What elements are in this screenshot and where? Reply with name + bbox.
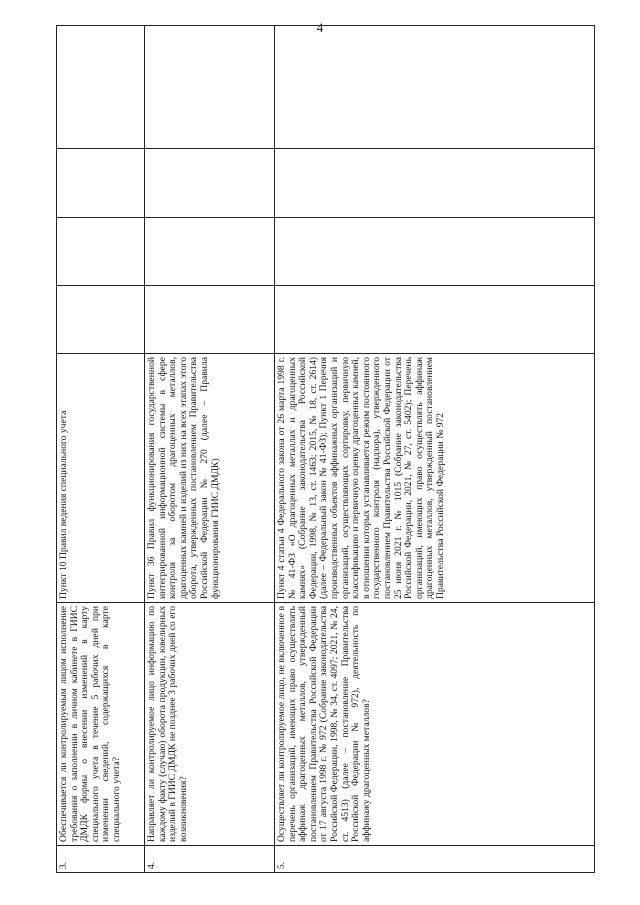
answer-cell-no: [145, 218, 275, 286]
note-cell: [145, 26, 275, 149]
answer-cell-no: [57, 218, 145, 286]
answer-cell-yes: [57, 286, 145, 354]
answer-cell-not-applicable: [57, 149, 145, 218]
reference-cell: Пункт 10 Правил ведения специального учета: [57, 354, 145, 603]
row-number: 3.: [57, 846, 145, 873]
page-number: 4: [316, 20, 324, 35]
row-number: 4.: [145, 846, 275, 873]
checklist-table: [56, 25, 595, 873]
question-cell: Направляет ли контролируемое лицо информацию по каждому факту (случаю) оборота продукции, ювелирных изделий в ГИИС ДМДК не позднее 3 рабочих дней со его возникновения?: [145, 603, 275, 846]
table-row: [145, 26, 275, 873]
answer-cell-not-applicable: [145, 149, 275, 218]
answer-cell-not-applicable: [275, 149, 595, 218]
question-cell: Осуществляет ли контролируемое лицо, не включенное в перечень организаций, имеющих право осуществлять аффинаж драгоценных металлов, утвержденный постановлением Правительства Российской Федерации от 17 августа 1998 г. № 972 (Собрание законодательства Российской Федерации, 1998, № 34, ст. 4097; 2021, № 24, ст. 4513) (далее – постановление Правительства Российской Федерации № 972), деятельность по аффинажу драгоценных металлов?: [275, 603, 595, 846]
note-cell: [275, 26, 595, 149]
answer-cell-no: [275, 218, 595, 286]
reference-cell: Пункт 4 статьи 4 Федерального закона от 26 марта 1998 г. № 41-ФЗ «О драгоценных металлах и драгоценных камнях» (Собрание законодательства Российской Федерации, 1998, № 13, ст. 1463; 2015, № 18, ст. 2614) (далее – Федеральный закон № 41-ФЗ); Пункт 1 Перечня производственных объектов аффинажных организаций и организаций, осуществляющих сортировку, первичную классификацию и первичную оценку драгоценных камней, в отношении которых устанавливается режим постоянного государственного контроля (надзора), утвержденного постановлением Правительства Российской Федерации от 25 июня 2021 г. № 1015 (Собрание законодательства Российской Федерации, 2021, № 27, ст. 5402); Перечень организаций, имеющих право осуществлять аффинаж драгоценных металлов, утвержденный постановлением Правительства Российской Федерации № 972: [275, 354, 595, 603]
checklist-table-wrapper: [56, 26, 594, 873]
answer-cell-yes: [145, 286, 275, 354]
question-cell: Обеспечивается ли контролируемым лицом исполнение требования о заполнении в личном кабинете в ГИИС ДМДК формы о внесении изменений в карту специального учета в течение 5 рабочих дней при изменении сведений, содержащихся в карте специального учета?: [57, 603, 145, 846]
reference-cell: Пункт 36 Правил функционирования государственной интегрированной информационной системы в сфере контроля за оборотом драгоценных металлов, драгоценных камней и изделий из них на всех этапах этого оборота, утвержденных постановлением Правительства Российской Федерации № 270 (далее – Правила функционирования ГИИС ДМДК): [145, 354, 275, 603]
table-row: [275, 26, 595, 873]
answer-cell-yes: [275, 286, 595, 354]
note-cell: [57, 26, 145, 149]
row-number: 5.: [275, 846, 595, 873]
table-row: [57, 26, 145, 873]
